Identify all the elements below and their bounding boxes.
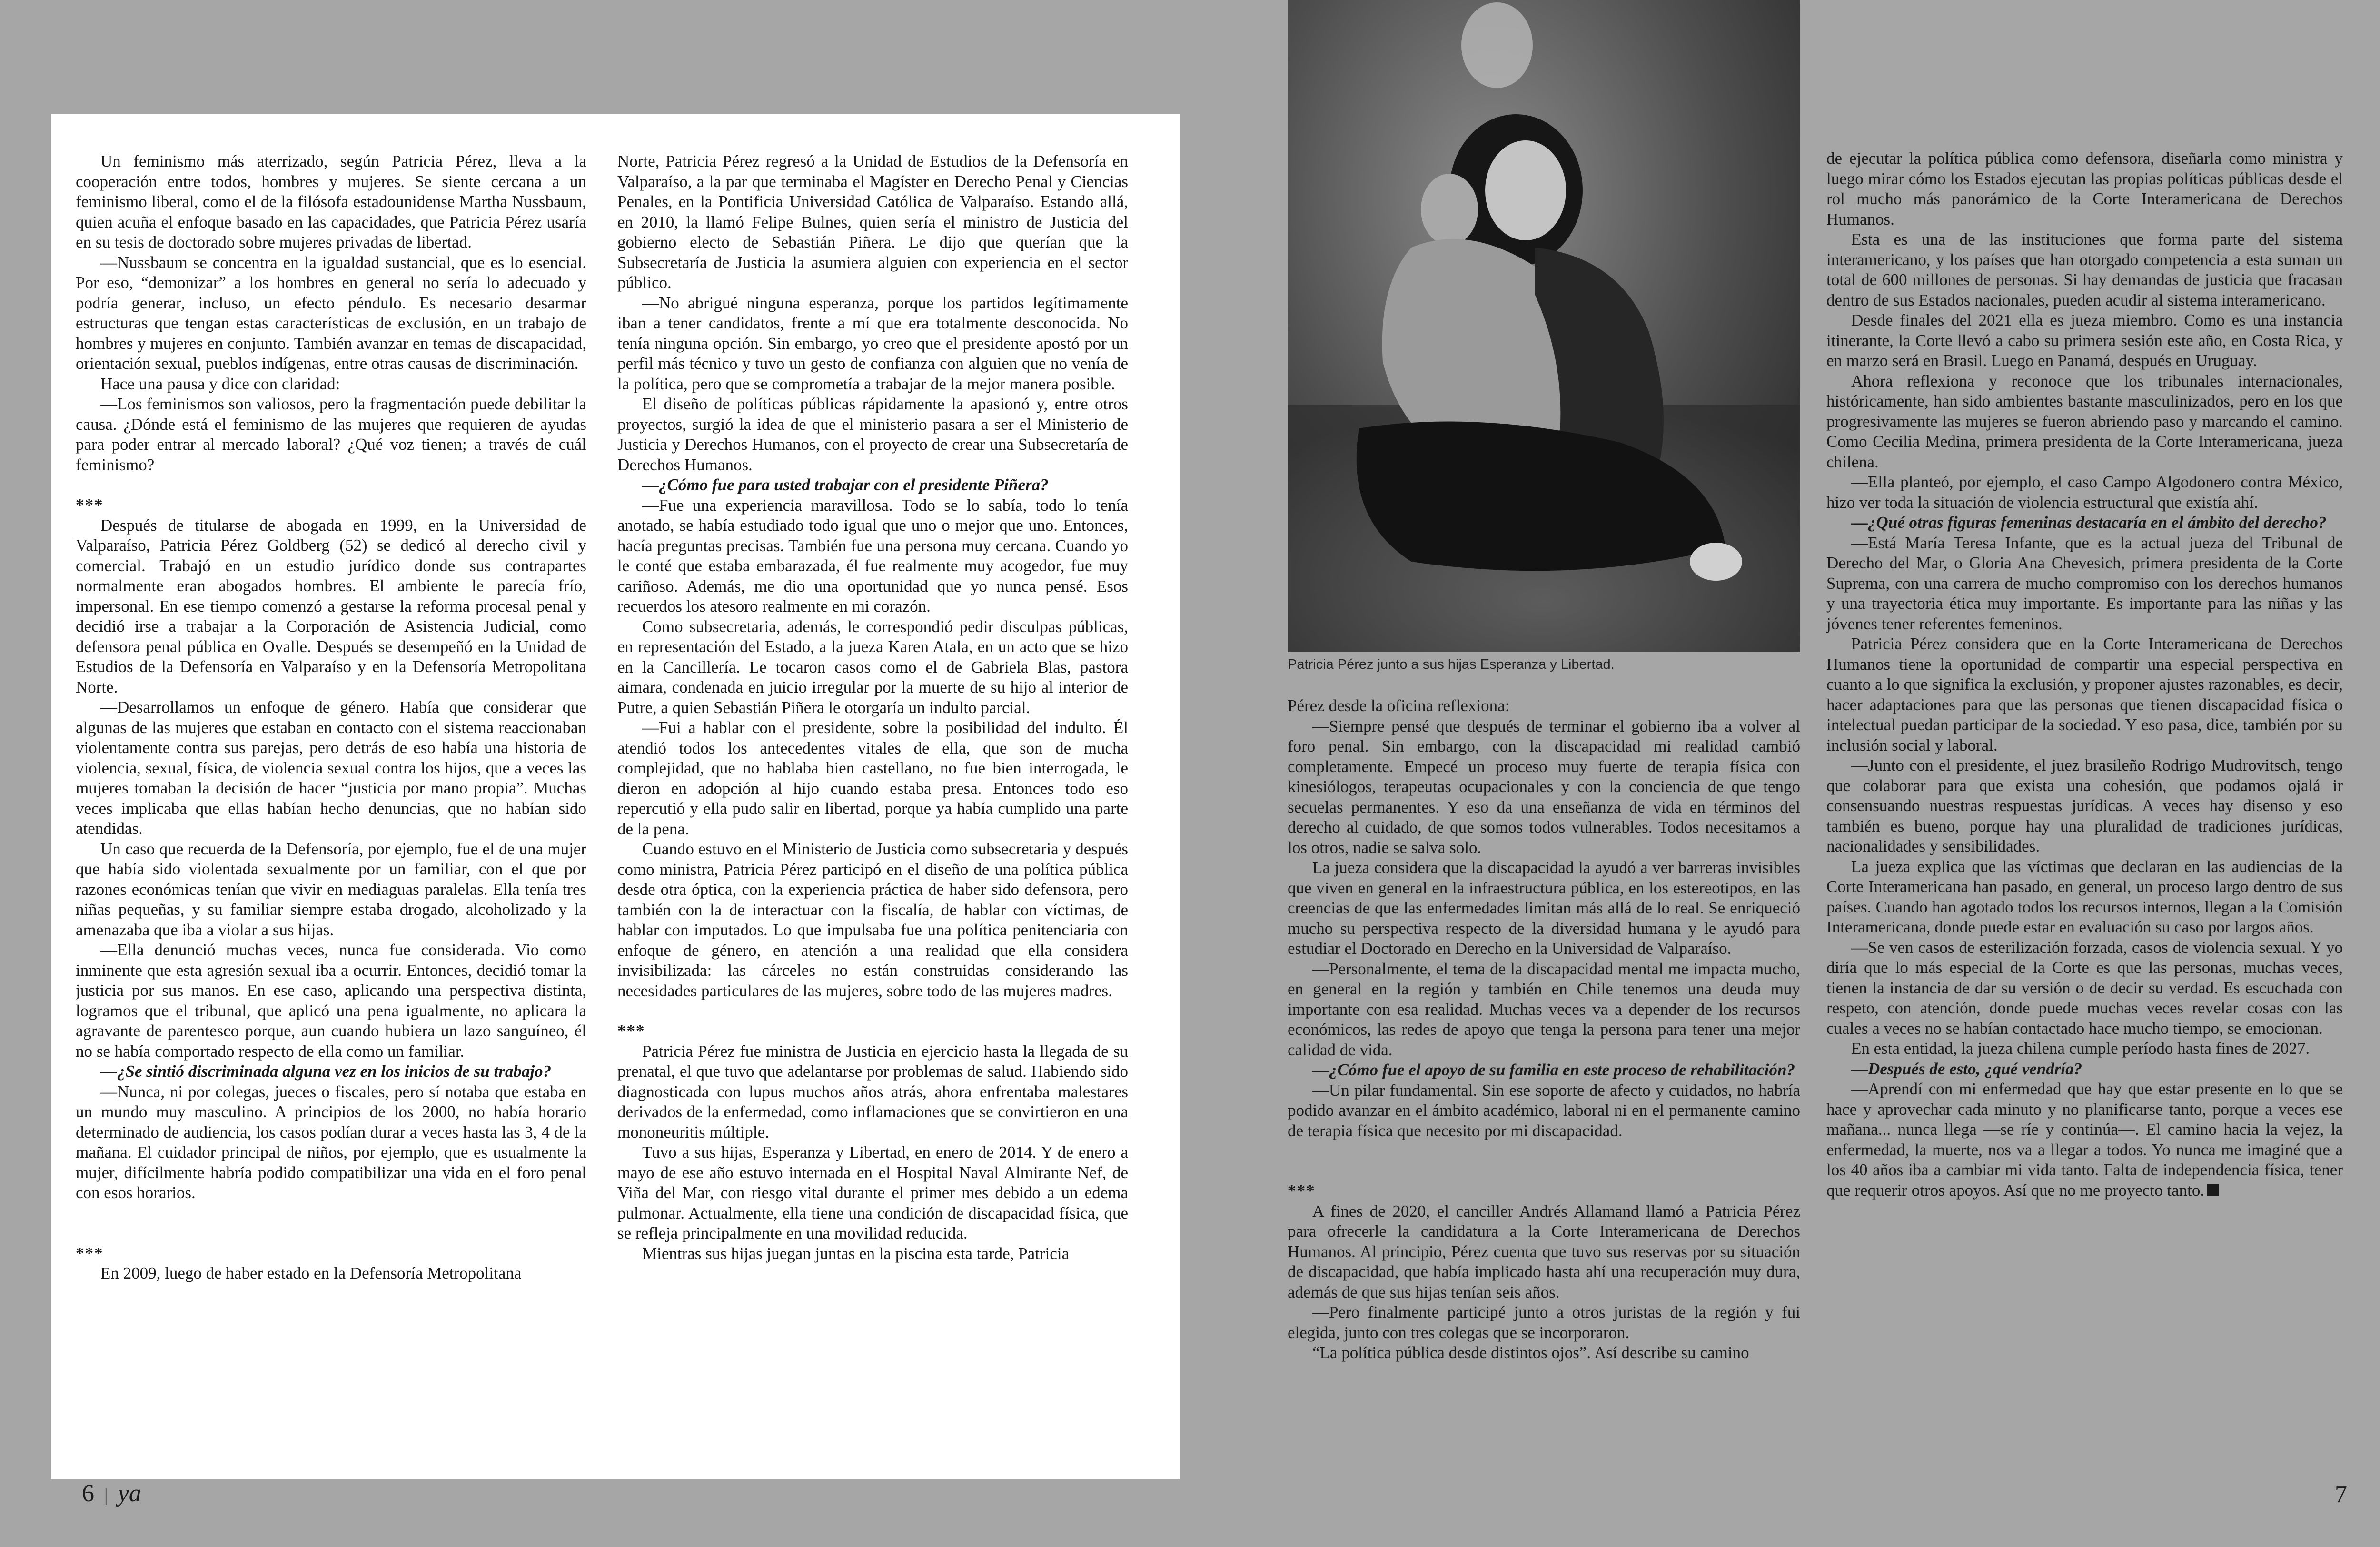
folio-left xyxy=(82,1479,141,1507)
paragraph: Patricia Pérez considera que en la Corte Interamericana de Derechos Humanos tiene la oportunidad de compartir una especial perspectiva en cuanto a lo que significa la exclusión, y proponer ajustes razonables, es decir, hacer adaptaciones para que las personas que tienen discapacidad física o intelectual puedan participar de la sociedad. Y eso pasa, dice, también por su inclusión social y laboral. xyxy=(1826,635,2343,754)
paragraph: Un feminismo más aterrizado, según Patricia Pérez, lleva a la cooperación entre todos, hombres y mujeres. Se siente cercana a un feminismo liberal, como el de la filósofa estadounidense Martha Nussbaum, quien acuña el enfoque basado en las capacidades, que Patricia Pérez usaría en su tesis de doctorado sobre mujeres privadas de libertad. xyxy=(76,152,586,251)
paragraph-gap xyxy=(76,1203,586,1223)
interview-question: —Después de esto, ¿qué vendría? xyxy=(1851,1059,2082,1078)
section-break: *** xyxy=(1288,1181,1316,1200)
paragraph-gap xyxy=(1288,1141,1800,1161)
paragraph: —Siempre pensé que después de terminar el gobierno iba a volver al foro penal. Sin embargo, con la discapacidad mi realidad cambió completamente. Empecé un proceso muy fuerte de terapia física con kinesiólogos, terapeutas ocupacionales y con la conciencia de que tengo secuelas permanentes. Y eso da una enseñanza de vida en términos del derecho al cuidado, de que somos todos vulnerables. Todos necesitamos a los otros, nadie se salva solo. xyxy=(1288,716,1800,857)
photo-mother-daughters xyxy=(1288,0,1800,652)
paragraph: Hace una pausa y dice con claridad: xyxy=(100,374,340,393)
interview-question: —¿Cómo fue para usted trabajar con el presidente Piñera? xyxy=(642,476,1049,494)
paragraph: —Fue una experiencia maravillosa. Todo se lo sabía, todo lo tenía anotado, se había estudiado todo igual que uno o mejor que uno. Entonces, hacía preguntas precisas. También fue una persona muy cercana. Cuando yo le conté que estaba embarazada, él fue realmente muy acogedor, fue muy cariñoso. Además, me dio una oportunidad que yo nunca pensé. Esos recuerdos los atesoro realmente en mi corazón. xyxy=(617,496,1128,615)
paragraph: Esta es una de las instituciones que forma parte del sistema interamericano, y los países que han otorgado competencia a esta suman un total de 600 millones de personas. Si hay demandas de justicia que fracasan dentro de sus Estados nacionales, pueden acudir al sistema interamericano. xyxy=(1826,230,2343,309)
photo-illustration xyxy=(1288,0,1800,652)
paragraph: Mientras sus hijas juegan juntas en la piscina esta tarde, Patricia xyxy=(642,1244,1070,1263)
paragraph: —Pero finalmente participé junto a otros juristas de la región y fui elegida, junto con tres colegas que se incorporaron. xyxy=(1288,1303,1800,1342)
paragraph: —Ella planteó, por ejemplo, el caso Campo Algodonero contra México, hizo ver toda la situación de violencia estructural que existía ahí. xyxy=(1826,473,2343,512)
page-number-left: 6 xyxy=(82,1480,94,1507)
paragraph: —Está María Teresa Infante, que es la actual jueza del Tribunal de Derecho del Mar, o Gloria Ana Chevesich, primera presidenta de la Corte Suprema, con una carrera de mucho compromiso con los derechos humanos y una trayectoria ética muy importante. Es importante para las niñas y las jóvenes tener referentes femeninos. xyxy=(1826,533,2343,633)
paragraph: Norte, Patricia Pérez regresó a la Unidad de Estudios de la Defensoría en Valparaíso, a la par que terminaba el Magíster en Derecho Penal y Ciencias Penales, en la Pontificia Universidad Católica de Valparaíso. Estando allá, en 2010, la llamó Felipe Bulnes, quien sería el ministro de Justicia del gobierno electo de Sebastián Piñera. Le dijo que querían que la Subsecretaría de Justicia la asumiera alguien con experiencia en el sector público. xyxy=(617,152,1128,292)
paragraph: Como subsecretaria, además, le correspondió pedir disculpas públicas, en representación del Estado, a la jueza Karen Atala, en un acto que se hizo en la Cancillería. Le tocaron casos como el de Gabriela Blas, pastora aimara, condenada en juicio irregular por la muerte de su hijo al interior de Putre, a quien Sebastián Piñera le otorgaría un indulto parcial. xyxy=(617,617,1128,717)
folio-separator: | xyxy=(104,1486,108,1506)
paragraph: Cuando estuvo en el Ministerio de Justicia como subsecretaria y después como ministra, Patricia Pérez participó en el diseño de una política pública desde otra óptica, con la experiencia práctica de haber sido defensora, pero también con la de interactuar con la fiscalía, de hablar con víctimas, de hablar con imputados. Lo que impulsaba fue una política penitenciaria con enfoque de género, en atención a una realidad que ella considera invisibilizada: las cárceles no están construidas considerando las necesidades particulares de las mujeres, sobre todo de las mujeres madres. xyxy=(617,840,1128,1000)
paragraph: Desde finales del 2021 ella es jueza miembro. Como es una instancia itinerante, la Corte llevó a cabo su primera sesión este año, en Costa Rica, y en marzo será en Brasil. Luego en Panamá, después en Uruguay. xyxy=(1826,311,2343,370)
paragraph: Un caso que recuerda de la Defensoría, por ejemplo, fue el de una mujer que había sido violentada sexualmente por un familiar, con el que por razones económicas tenían que vivir en mediaguas paralelas. Ella tenía tres niñas pequeñas, y su familiar siempre estaba drogado, alcoholizado y la amenazaba que iba a violar a sus hijas. xyxy=(76,839,586,939)
text-column-4 xyxy=(1826,149,2343,1481)
paragraph: —Los feminismos son valiosos, pero la fragmentación puede debilitar la causa. ¿Dónde está el feminismo de las mujeres que requieren de ayudas para poder entrar al mercado laboral? ¿Qué voz tienen; a través de cuál feminismo? xyxy=(76,395,586,474)
paragraph: —Aprendí con mi enfermedad que hay que estar presente en lo que se hace y aprovechar cada minuto y no planificarse tanto, porque a veces ese mañana... nunca llega —se ríe y continúa—. El camino hacia la vejez, la enfermedad, la muerte, nos va a llegar a todos. Yo nunca me imaginé que a los 40 años iba a cambiar mi vida tanto. Falta de independencia física, tener que requerir otros apoyos. Así que no me proyecto tanto. xyxy=(1826,1080,2343,1200)
page-number-right: 7 xyxy=(2335,1481,2347,1508)
paragraph: —No abrigué ninguna esperanza, porque los partidos legítimamente iban a tener candidatos, frente a mí que era totalmente desconocida. No tenía ninguna opción. Sin embargo, yo creo que el presidente apostó por un perfil más técnico y tuvo un gesto de confianza con alguien que no venía de la política, pero que se comprometía a trabajar de la mejor manera posible. xyxy=(617,293,1128,393)
paragraph: —Ella denunció muchas veces, nunca fue considerada. Vio como inminente que esta agresión sexual iba a ocurrir. Entonces, decidió tomar la justicia por sus manos. En ese caso, aplicando una perspectiva distinta, logramos que el tribunal, que aplicó una pena igualmente, no aplicara la agravante de parentesco porque, aun cuando hubiera un lazo sanguíneo, él no se había comportado respecto de ella como un familiar. xyxy=(76,941,586,1061)
paragraph: —Nussbaum se concentra en la igualdad sustancial, que es lo esencial. Por eso, “demonizar” a los hombres en general no sería lo adecuado y podría generar, incluso, un efecto péndulo. Es necesario desarmar estructuras que tengan estas características de exclusión, en un trabajo de hombres y mujeres en conjunto. También avanzar en temas de discapacidad, orientación sexual, pueblos indígenas, entre otras causas de discriminación. xyxy=(76,253,586,373)
paragraph: —Fui a hablar con el presidente, sobre la posibilidad del indulto. Él atendió todos los antecedentes vitales de ella, que son de mucha complejidad, que no hablaba bien castellano, no fue bien interrogada, le dieron en adopción al hijo cuando estaba presa. Entonces todo eso repercutió y ella pudo salir en libertad, porque ya había cumplido una parte de la pena. xyxy=(617,718,1128,838)
end-of-article-mark xyxy=(2207,1184,2219,1196)
text-column-1 xyxy=(76,151,586,1460)
paragraph: En esta entidad, la jueza chilena cumple período hasta fines de 2027. xyxy=(1851,1039,2310,1058)
folio-right xyxy=(2335,1480,2347,1508)
paragraph: El diseño de políticas públicas rápidamente la apasionó y, entre otros proyectos, surgió la idea de que el ministerio pasara a ser el Ministerio de Justicia y Derechos Humanos, con el proyecto de crear una Subsecretaría de Derechos Humanos. xyxy=(617,395,1128,474)
paragraph: “La política pública desde distintos ojos”. Así describe su camino xyxy=(1312,1343,1749,1362)
paragraph: La jueza considera que la discapacidad la ayudó a ver barreras invisibles que viven en general en la infraestructura pública, en los estereotipos, en las creencias de que las enfermedades limitan más allá de lo real. Se enriqueció mucho su perspectiva respecto de la diversidad humana y le ayudó para estudiar el Doctorado en Derecho en la Universidad de Valparaíso. xyxy=(1288,858,1800,958)
left-page xyxy=(51,114,1180,1479)
paragraph: —Un pilar fundamental. Sin ese soporte de afecto y cuidados, no habría podido avanzar en el ámbito académico, laboral ni en el permanente camino de terapia física que necesito por mi discapacidad. xyxy=(1288,1081,1800,1140)
interview-question: —¿Cómo fue el apoyo de su familia en este proceso de rehabilitación? xyxy=(1312,1061,1795,1079)
paragraph: Tuvo a sus hijas, Esperanza y Libertad, en enero de 2014. Y de enero a mayo de ese año estuvo internada en el Hospital Naval Almirante Nef, de Viña del Mar, con riesgo vital durante el primer mes debido a un edema pulmonar. Actualmente, ella tiene una condición de discapacidad física, que se refleja principalmente en una movilidad reducida. xyxy=(617,1143,1128,1242)
paragraph: —Nunca, ni por colegas, jueces o fiscales, pero sí notaba que estaba en un mundo muy masculino. A principios de los 2000, no había horario determinado de audiencia, los casos podían durar a veces hasta las 3, 4 de la mañana. El cuidador principal de niños, por ejemplo, que es usualmente la mujer, difícilmente habría podido compatibilizar una vida en el foro penal con esos horarios. xyxy=(76,1082,586,1202)
paragraph: de ejecutar la política pública como defensora, diseñarla como ministra y luego mirar cómo los Estados ejecutan las propias políticas públicas desde el rol mucho más panorámico de la Corte Interamericana de Derechos Humanos. xyxy=(1826,149,2343,228)
text-column-3 xyxy=(1288,696,1800,1484)
paragraph: Después de titularse de abogada en 1999, en la Universidad de Valparaíso, Patricia Pérez Goldberg (52) se dedicó al derecho civil y comercial. Trabajó en un estudio jurídico donde sus contrapartes normalmente eran abogados hombres. El ambiente le parecía frío, impersonal. En ese tiempo comenzó a gestarse la reforma procesal penal y decidió irse a trabajar a la Corporación de Asistencia Judicial, como defensora penal pública en Ovalle. Después se desempeñó en la Unidad de Estudios de la Defensoría en Valparaíso y en la Defensoría Metropolitana Norte. xyxy=(76,516,586,696)
paragraph: En 2009, luego de haber estado en la Defensoría Metropolitana xyxy=(100,1264,522,1282)
section-break: *** xyxy=(617,1021,645,1040)
paragraph: —Junto con el presidente, el juez brasileño Rodrigo Mudrovitsch, tengo que colaborar para que exista una cohesión, que podamos ojalá ir consensuando nuestras respuestas jurídicas. A veces hay disenso y eso también es bueno, porque hay una pluralidad de tradiciones jurídicas, nacionalidades y sensibilidades. xyxy=(1826,756,2343,855)
text-column-2 xyxy=(617,151,1128,1460)
right-page xyxy=(1209,0,2380,1547)
section-break: *** xyxy=(76,1243,104,1262)
paragraph: —Desarrollamos un enfoque de género. Había que considerar que algunas de las mujeres que estaban en contacto con el sistema reaccionaban violentamente contra sus parejas, pero detrás de eso había una historia de violencia, sexual, física, de violencia sexual contra los hijos, que a veces las mujeres tomaban la decisión de hacer “justicia por mano propia”. Muchas veces implicaba que ellas habían hecho denuncias, que no habían sido atendidas. xyxy=(76,698,586,838)
magazine-logo: ya xyxy=(118,1480,141,1507)
paragraph: Ahora reflexiona y reconoce que los tribunales internacionales, históricamente, han sido ambientes bastante masculinizados, pero en los que progresivamente las mujeres se fueron abriendo paso y marcando el camino. Como Cecilia Medina, primera presidenta de la Corte Interamericana, jueza chilena. xyxy=(1826,371,2343,471)
paragraph: A fines de 2020, el canciller Andrés Allamand llamó a Patricia Pérez para ofrecerle la candidatura a la Corte Interamericana de Derechos Humanos. Al principio, Pérez cuenta que tuvo sus reservas por su situación de discapacidad, que había implicado hasta ahí una recuperación muy dura, además de que sus hijas tenían seis años. xyxy=(1288,1201,1800,1301)
paragraph: —Se ven casos de esterilización forzada, casos de violencia sexual. Y yo diría que lo más especial de la Corte es que las personas, muchas veces, tienen la instancia de dar su versión o de decir su verdad. Es escuchada con respeto, con atención, donde puede muchas veces revelar cosas con las cuales a veces no se habían contactado hace mucho tiempo, se emocionan. xyxy=(1826,938,2343,1038)
interview-question: —¿Qué otras figuras femeninas destacaría en el ámbito del derecho? xyxy=(1851,513,2327,532)
paragraph: Pérez desde la oficina reflexiona: xyxy=(1288,696,1510,715)
paragraph: —Personalmente, el tema de la discapacidad mental me impacta mucho, en general en la región y también en Chile tenemos una deuda muy importante con esa realidad. Muchas veces va a depender de los recursos económicos, las redes de apoyo que tenga la persona para tener una mejor calidad de vida. xyxy=(1288,959,1800,1059)
paragraph: La jueza explica que las víctimas que declaran en las audiencias de la Corte Interamericana han pasado, en general, un proceso largo dentro de sus países. Cuando han agotado todos los recursos internos, llegan a la Comisión Interamericana, donde puede estar en evaluación su caso por largos años. xyxy=(1826,857,2343,936)
paragraph: Patricia Pérez fue ministra de Justicia en ejercicio hasta la llegada de su prenatal, el que tuvo que adelantarse por problemas de salud. Habiendo sido diagnosticada con lupus muchos años atrás, ahora enfrentaba malestares derivados de la enfermedad, como inflamaciones que se convirtieron en una mononeuritis múltiple. xyxy=(617,1041,1128,1141)
section-break: *** xyxy=(76,496,104,514)
photo-caption: Patricia Pérez junto a sus hijas Esperanza y Libertad. xyxy=(1288,657,1615,672)
interview-question: —¿Se sintió discriminada alguna vez en los inicios de su trabajo? xyxy=(100,1062,552,1081)
